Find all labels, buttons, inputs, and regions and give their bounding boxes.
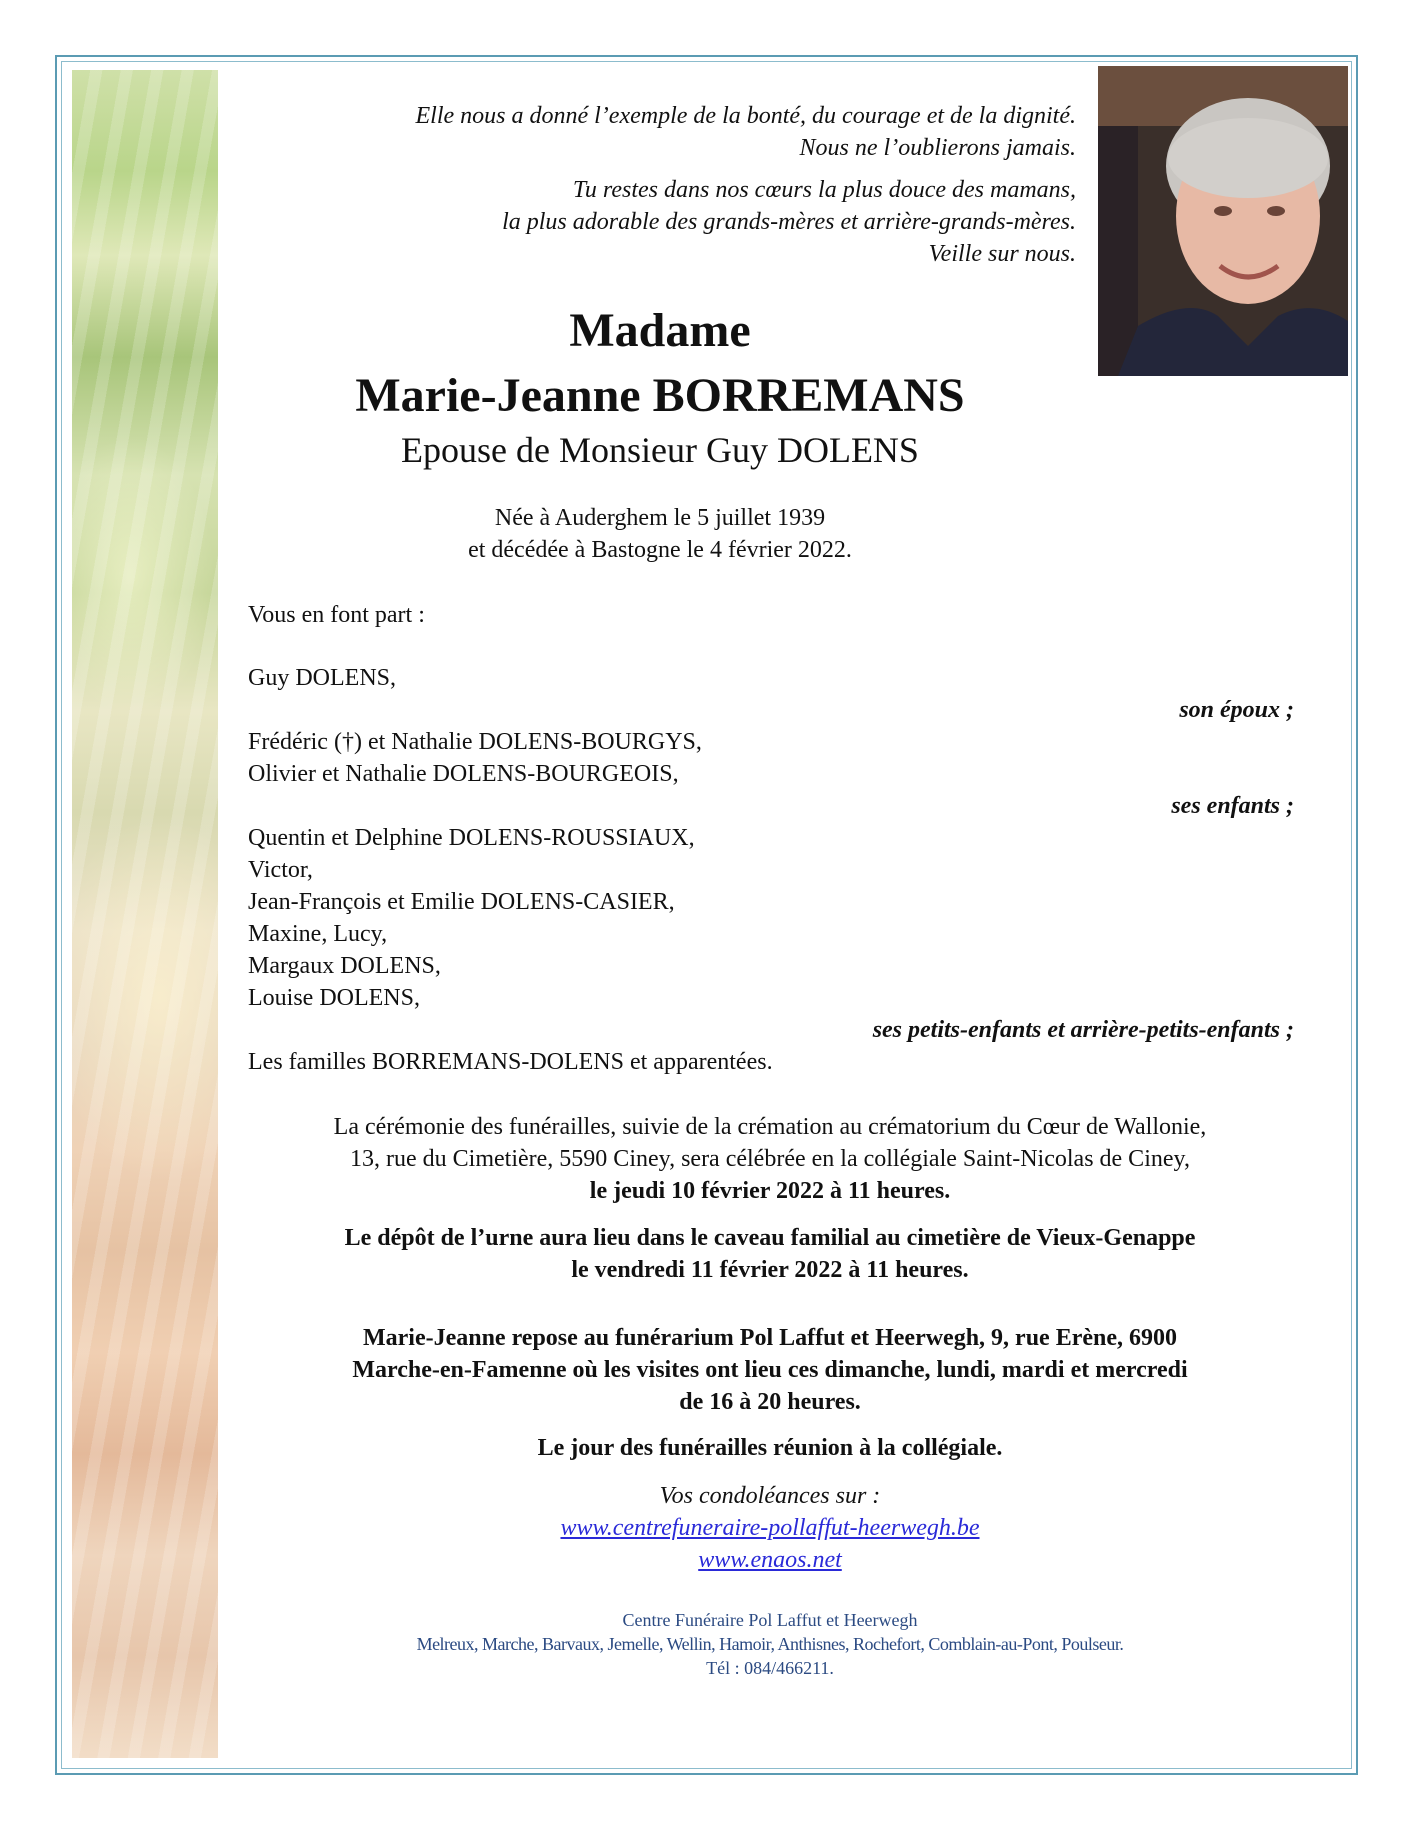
families-line: Les familles BORREMANS-DOLENS et apparentées. [248,1049,773,1075]
deceased-name: Marie-Jeanne BORREMANS [355,369,965,422]
death-line: et décédée à Bastogne le 4 février 2022. [468,537,852,563]
ceremony-line: La cérémonie des funérailles, suivie de la crémation au crématorium du Cœur de Wallonie, [333,1114,1207,1140]
child-entry: Olivier et Nathalie DOLENS-BOURGEOIS, [248,761,679,787]
spouse-name: Guy DOLENS, [248,665,396,691]
spouse-relation: son époux ; [1179,697,1294,723]
condolences-link-funeral-center[interactable]: www.centrefuneraire-pollaffut-heerwegh.be [560,1515,980,1541]
urn-deposit [230,1222,1310,1286]
portrait-illustration [1098,66,1348,376]
birth-line: Née à Auderghem le 5 juillet 1939 [494,505,826,531]
visits-line: de 16 à 20 heures. [679,1389,861,1415]
ceremony-details [230,1111,1310,1207]
grandchild-entry: Margaux DOLENS, [248,953,441,979]
funeral-home-footer [230,1608,1310,1680]
funeral-home-locations: Melreux, Marche, Barvaux, Jemelle, Wellin, Hamoir, Anthisnes, Rochefort, Comblain-au-Pont, Poulseur. [416,1634,1124,1654]
children-relation: ses enfants ; [1171,793,1294,819]
condolences-label: Vos condoléances sur : [659,1483,881,1509]
urn-line: Le dépôt de l’urne aura lieu dans le caveau familial au cimetière de Vieux-Genappe [344,1225,1196,1251]
grandchildren-relation: ses petits-enfants et arrière-petits-enfants ; [872,1017,1294,1043]
funeral-home-name: Centre Funéraire Pol Laffut et Heerwegh [622,1610,918,1630]
forest-path-image [72,70,218,1758]
visits-line: Marie-Jeanne repose au funérarium Pol Laffut et Heerwegh, 9, rue Erène, 6900 [362,1325,1178,1351]
epigraph-line: Elle nous a donné l’exemple de la bonté, du courage et de la dignité. [415,103,1076,129]
visits-details [230,1322,1310,1418]
announcement-intro: Vous en font part : [248,602,425,628]
epigraph-line: Veille sur nous. [928,241,1076,267]
grandchild-entry: Maxine, Lucy, [248,921,388,947]
birth-death-dates [260,502,1060,566]
child-entry: Frédéric (†) et Nathalie DOLENS-BOURGYS, [248,729,702,755]
epigraph-line: Nous ne l’oublierons jamais. [799,135,1076,161]
epigraph-line: la plus adorable des grands-mères et arrière-grands-mères. [502,209,1076,235]
ceremony-line: 13, rue du Cimetière, 5590 Ciney, sera célébrée en la collégiale Saint-Nicolas de Ciney, [350,1146,1190,1172]
grandchild-entry: Louise DOLENS, [248,985,420,1011]
epigraph-paragraph-1 [416,100,1077,164]
gathering-note: Le jour des funérailles réunion à la collégiale. [537,1435,1003,1461]
grandchild-entry: Quentin et Delphine DOLENS-ROUSSIAUX, [248,825,695,851]
funeral-home-phone: Tél : 084/466211. [706,1658,834,1678]
urn-line: le vendredi 11 février 2022 à 11 heures. [571,1257,969,1283]
grandchild-entry: Victor, [248,857,313,883]
epigraph-line: Tu restes dans nos cœurs la plus douce des mamans, [572,177,1076,203]
portrait-photo [1098,66,1348,376]
deceased-title: Madame [569,304,751,357]
grandchild-entry: Jean-François et Emilie DOLENS-CASIER, [248,889,675,915]
visits-line: Marche-en-Famenne où les visites ont lieu ces dimanche, lundi, mardi et mercredi [352,1357,1188,1383]
condolences-link-enaos[interactable]: www.enaos.net [698,1547,842,1573]
epigraph-paragraph-2 [502,174,1076,270]
ceremony-datetime: le jeudi 10 février 2022 à 11 heures. [589,1178,951,1204]
spouse-line: Epouse de Monsieur Guy DOLENS [401,430,919,470]
